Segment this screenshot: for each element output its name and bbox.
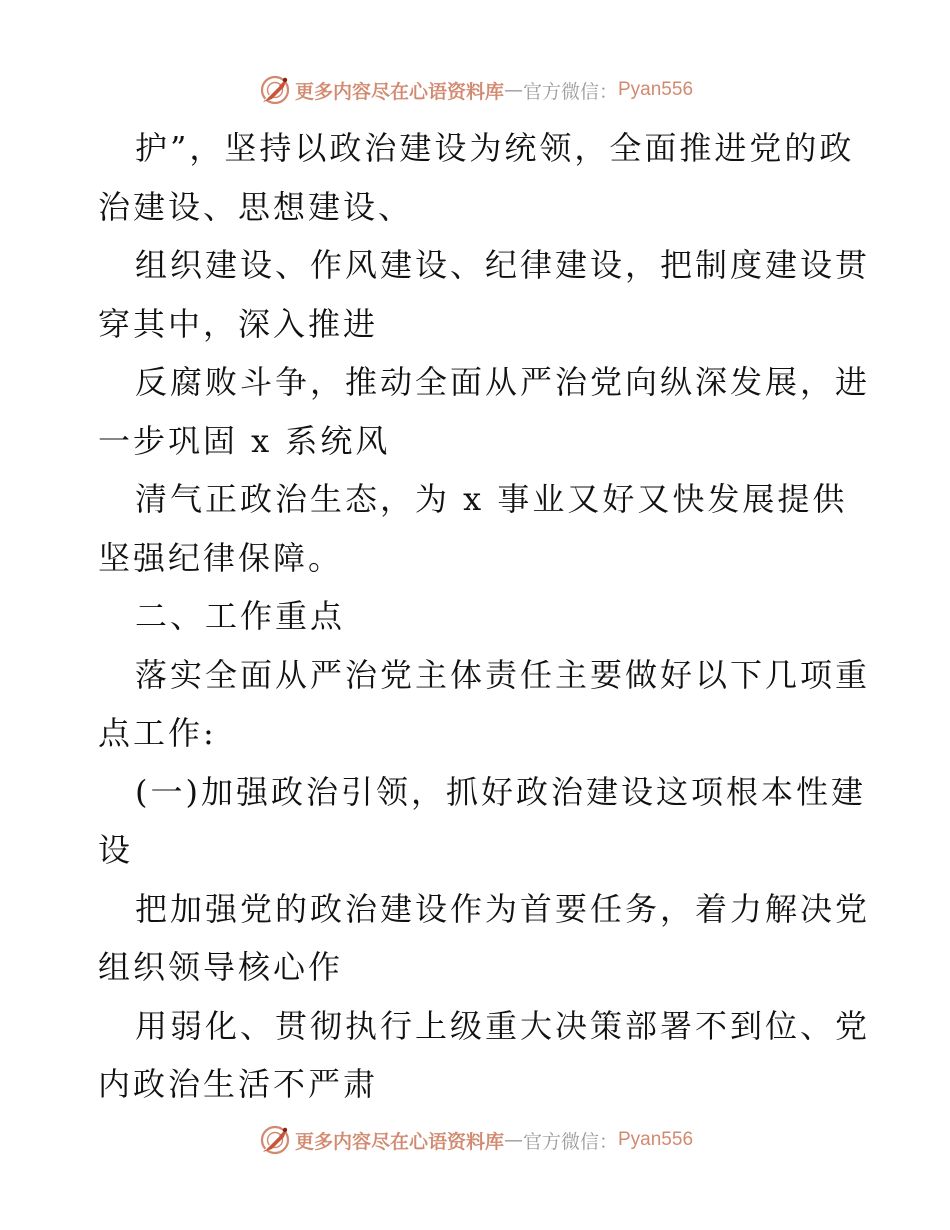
quill-pen-logo-icon [257,72,293,108]
quill-pen-logo-icon [257,1122,293,1158]
text-line: 清气正政治生态，为 x 事业又好又快发展提供 [135,480,848,518]
text-line: 内政治生活不严肃 [98,1065,379,1103]
watermark-text [295,1127,693,1154]
watermark-wechat-id: Pyan556 [618,79,694,100]
header-watermark [0,70,950,110]
text-line: (一)加强政治引领，抓好政治建设这项根本性建 [135,772,866,811]
text-line: 二、工作重点 [135,597,346,635]
text-line: 用弱化、贯彻执行上级重大决策部署不到位、党 [135,1006,871,1045]
watermark-dash: — [503,79,523,101]
text-line: 治建设、思想建设、 [98,187,414,226]
text-line: 把加强党的政治建设作为首要任务，着力解决党 [135,889,871,928]
watermark-main-text: 更多内容尽在心语资料库 [294,80,504,103]
watermark-wechat-id: Pyan556 [618,1129,694,1150]
watermark-main-text: 更多内容尽在心语资料库 [294,1130,504,1153]
text-line: 护”，坚持以政治建设为统领，全面推进党的政 [135,129,855,167]
watermark-label: 官方微信： [522,80,618,103]
watermark-label: 官方微信： [522,1130,618,1153]
text-line: 点工作: [98,714,217,752]
footer-watermark [0,1120,950,1160]
watermark-text [295,77,693,104]
text-line: 组织建设、作风建设、纪律建设，把制度建设贯 [135,246,871,284]
text-line: 组织领导核心作 [98,948,344,986]
text-line: 落实全面从严治党主体责任主要做好以下几项重 [135,655,871,694]
watermark-dash: — [503,1129,523,1151]
text-line: 反腐败斗争，推动全面从严治党向纵深发展，进 [135,363,871,401]
text-line: 坚强纪律保障。 [98,538,344,577]
text-line: 设 [98,831,134,869]
text-line: 穿其中，深入推进 [98,304,379,343]
text-line: 一步巩固 x 系统风 [98,421,391,460]
document-body [98,119,871,1114]
